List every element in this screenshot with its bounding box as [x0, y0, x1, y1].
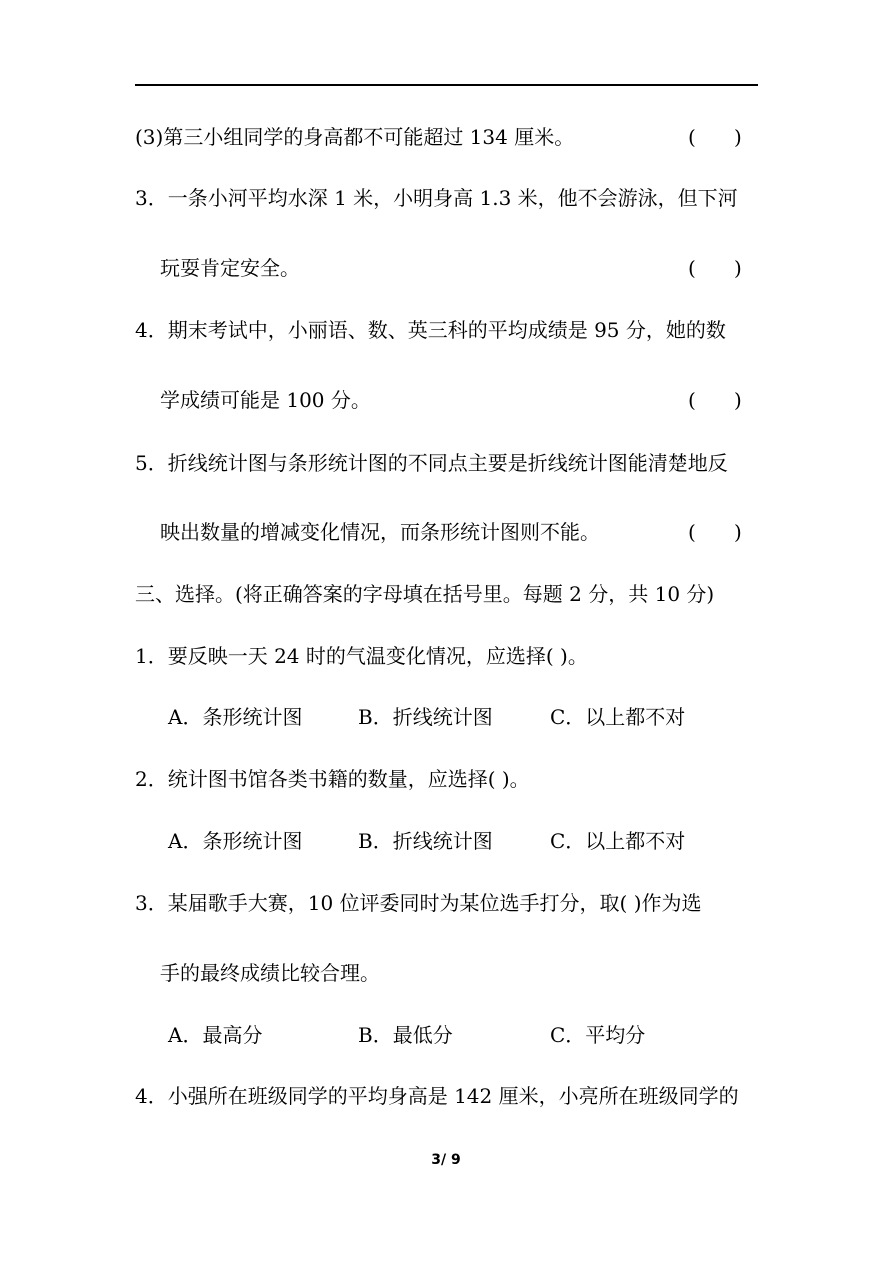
choice-q3-option-c[interactable]: C．平均分: [550, 1023, 646, 1047]
choice-q3-line1: 3．某届歌手大赛，10 位评委同时为某位选手打分，取( )作为选: [135, 891, 702, 915]
choice-q2-option-c[interactable]: C．以上都不对: [550, 829, 686, 853]
answer-paren[interactable]: ( ): [688, 256, 742, 280]
judge-q4-line1: 4．期末考试中，小丽语、数、英三科的平均成绩是 95 分，她的数: [135, 318, 726, 342]
judge-q5-line2: 映出数量的增减变化情况，而条形统计图则不能。: [160, 520, 600, 544]
choice-q3-option-b[interactable]: B．最低分: [358, 1023, 453, 1047]
choice-q2-text: 2．统计图书馆各类书籍的数量，应选择( )。: [135, 767, 530, 791]
answer-paren[interactable]: ( ): [688, 125, 742, 149]
choice-q4-line1: 4．小强所在班级同学的平均身高是 142 厘米，小亮所在班级同学的: [135, 1084, 739, 1108]
choice-q2-option-b[interactable]: B．折线统计图: [358, 829, 493, 853]
judge-q3-line2: 玩耍肯定安全。: [160, 256, 300, 280]
header-rule: [135, 84, 758, 86]
choice-q1-option-b[interactable]: B．折线统计图: [358, 705, 493, 729]
choice-q2-option-a[interactable]: A．条形统计图: [168, 829, 303, 853]
choice-q3-option-a[interactable]: A．最高分: [168, 1023, 263, 1047]
choice-q1-option-c[interactable]: C．以上都不对: [550, 705, 686, 729]
section3-heading: 三、选择。(将正确答案的字母填在括号里。每题 2 分，共 10 分): [135, 582, 715, 606]
judge-q3-part3: (3)第三小组同学的身高都不可能超过 134 厘米。: [135, 125, 575, 149]
judge-q5-line1: 5．折线统计图与条形统计图的不同点主要是折线统计图能清楚地反: [135, 451, 728, 475]
answer-paren[interactable]: ( ): [688, 520, 742, 544]
answer-paren[interactable]: ( ): [688, 388, 742, 412]
choice-q3-line2: 手的最终成绩比较合理。: [160, 961, 380, 985]
judge-q3-line1: 3．一条小河平均水深 1 米，小明身高 1.3 米，他不会游泳，但下河: [135, 186, 738, 210]
page-number: 3/ 9: [431, 1152, 461, 1168]
judge-q4-line2: 学成绩可能是 100 分。: [160, 388, 371, 412]
choice-q1-text: 1．要反映一天 24 时的气温变化情况，应选择( )。: [135, 644, 588, 668]
choice-q1-option-a[interactable]: A．条形统计图: [168, 705, 303, 729]
